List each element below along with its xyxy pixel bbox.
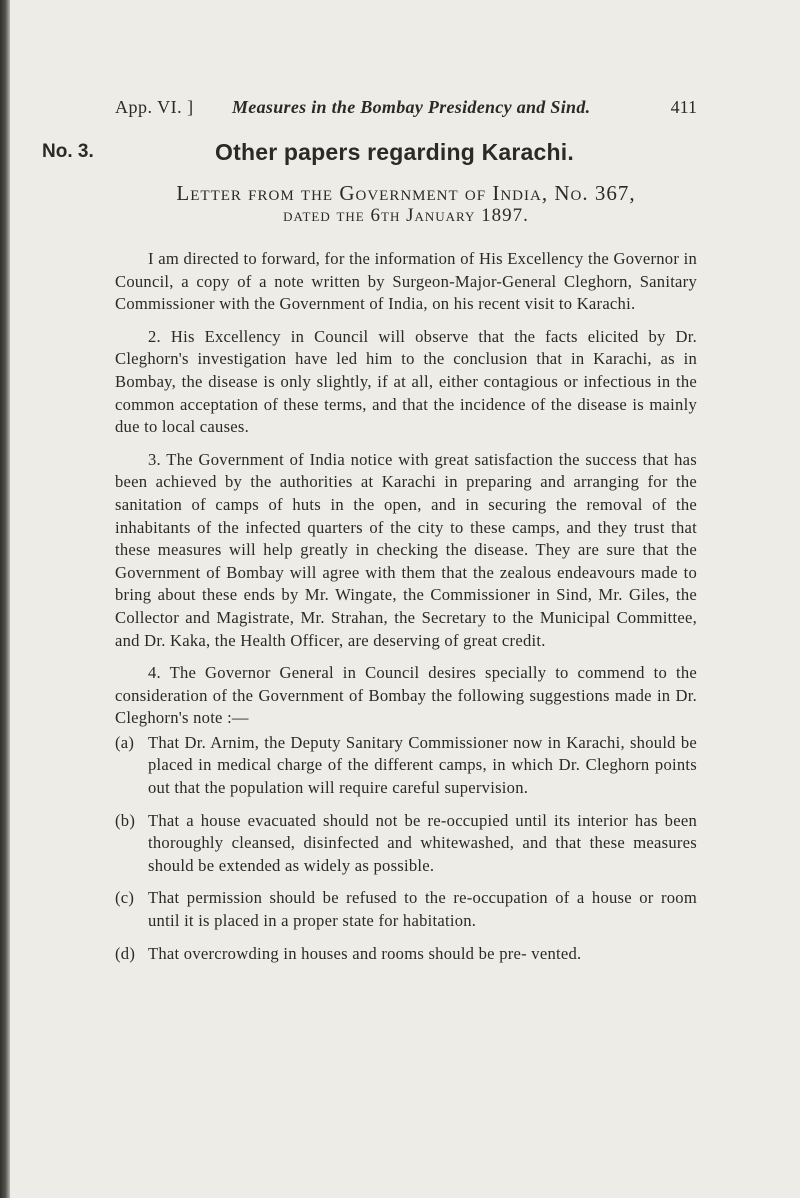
book-spine-shadow xyxy=(0,0,10,1198)
suggestion-item xyxy=(115,732,697,800)
appendix-label: App. VI. ] xyxy=(115,97,194,117)
section-title: Other papers regarding Karachi. xyxy=(215,139,574,165)
suggestion-text: That permission should be refused to the re-occupation of a house or room until it is placed in a proper state for habitation. xyxy=(148,888,697,931)
suggestion-label: (b) xyxy=(115,810,136,830)
suggestion-label: (d) xyxy=(115,943,136,963)
suggestion-text: That overcrowding in houses and rooms should be pre- vented. xyxy=(148,943,582,963)
paragraph-2: 2. His Excellency in Council will observe that the facts elicited by Dr. Cleghorn's investigation have led him to the conclusion that in Karachi, as in Bombay, the disease is only slightly, if at all, either contagious or infectious in the common acceptation of these terms, and that the incidence of the disease is mainly due to local causes. xyxy=(115,326,697,437)
suggestion-item xyxy=(115,887,697,932)
suggestion-label: (a) xyxy=(115,732,135,752)
running-head xyxy=(115,97,697,121)
suggestion-label: (c) xyxy=(115,888,135,908)
letter-heading-line-1: Letter from the Government of India, No. 367, xyxy=(176,181,636,205)
letter-body xyxy=(115,248,697,975)
suggestion-text: That Dr. Arnim, the Deputy Sanitary Commissioner now in Karachi, should be placed in medical charge of the different camps, in which Dr. Cleghorn points out that the population will require careful supervision. xyxy=(148,732,697,798)
running-title: Measures in the Bombay Presidency and Sind. xyxy=(232,97,591,117)
paragraph-4: 4. The Governor General in Council desires specially to commend to the consideration of the Government of Bombay the following suggestions made in Dr. Cleghorn's note :— xyxy=(115,663,697,728)
suggestion-item xyxy=(115,943,697,966)
suggestion-text: That a house evacuated should not be re-occupied until its interior has been thoroughly cleansed, disinfected and whitewashed, and that these measures should be extended as widely as possible. xyxy=(148,810,697,875)
section-number: No. 3. xyxy=(42,141,94,162)
letter-heading-line-2: dated the 6th January 1897. xyxy=(283,205,529,226)
page-number: 411 xyxy=(670,97,697,117)
suggestion-item xyxy=(115,810,697,878)
paragraph-1: I am directed to forward, for the information of His Excellency the Governor in Council, a copy of a note written by Surgeon-Major-General Cleghorn, Sanitary Commissioner with the Government of India, on his recent visit to Karachi. xyxy=(115,249,697,314)
paragraph-3: 3. The Government of India notice with great satisfaction the success that has been achieved by the authorities at Karachi in preparing and arranging for the sanitation of camps of huts in the open, and in securing the removal of the inhabitants of the infected quarters of the city to these camps, and they trust that these measures will help greatly in checking the disease. They are sure that the Government of Bombay will agree with them that the zealous endeavours made to bring about these ends by Mr. Wingate, the Commissioner in Sind, Mr. Giles, the Collector and Magistrate, Mr. Strahan, the Secretary to the Municipal Committee, and Dr. Kaka, the Health Officer, are deserving of great credit. xyxy=(115,449,697,650)
